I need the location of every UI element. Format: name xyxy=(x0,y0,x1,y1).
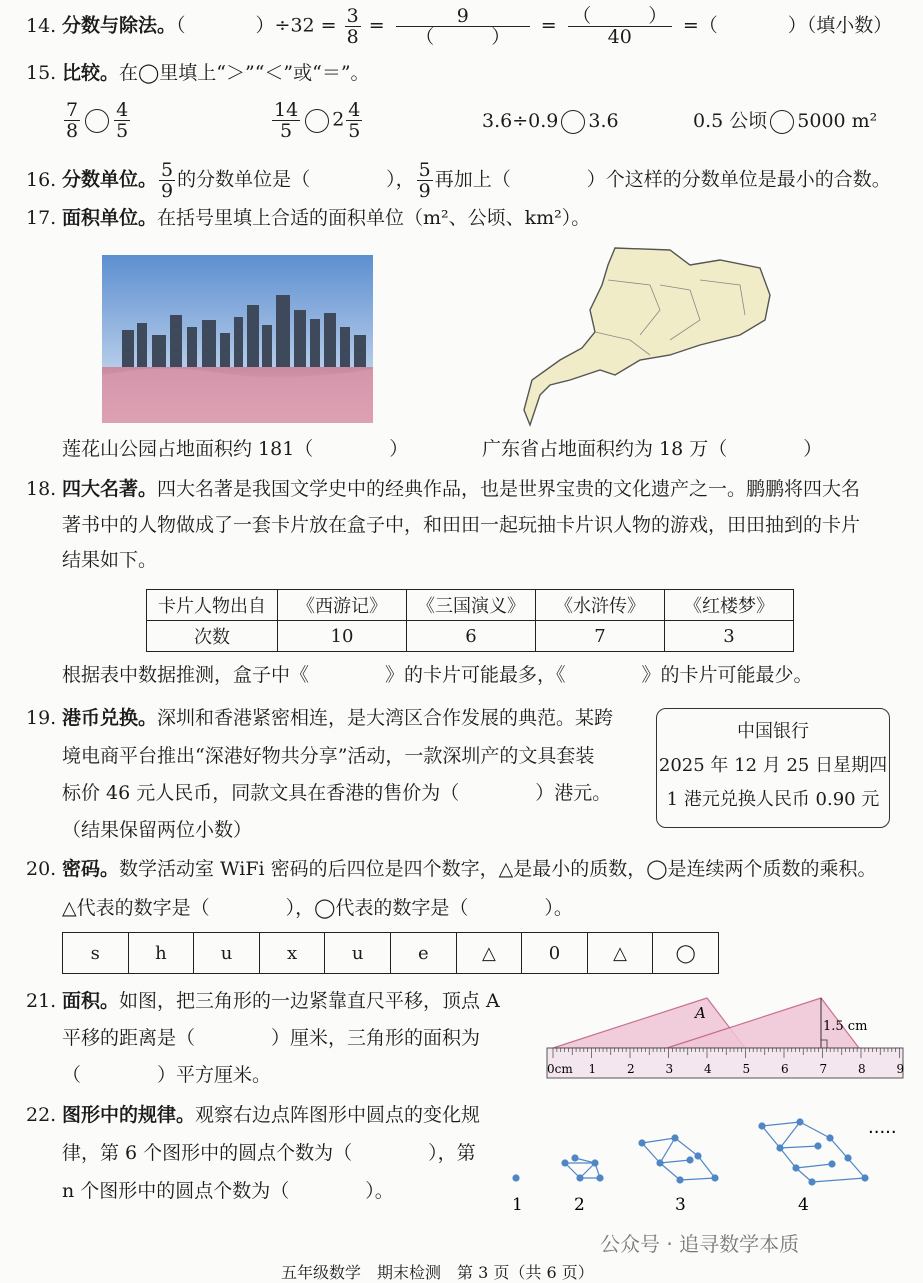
q21-line2: 平移的距离是（ ）厘米，三角形的面积为 xyxy=(62,1027,481,1049)
guangdong-map xyxy=(520,240,780,430)
password-cell: h xyxy=(129,933,195,973)
table-cell: 10 xyxy=(278,621,407,652)
password-cell: △ xyxy=(588,933,654,973)
ruler-label: 4 xyxy=(704,1062,712,1076)
pattern-3 xyxy=(639,1135,718,1183)
ruler-label: 6 xyxy=(781,1062,789,1076)
password-cell: ◯ xyxy=(675,942,696,964)
pattern-2 xyxy=(562,1155,603,1181)
dot xyxy=(513,1175,519,1181)
vertex-label: A xyxy=(695,1004,706,1022)
height-label: 1.5 cm xyxy=(823,1019,868,1034)
question-16: 16. 分数单位。 $\frac{5}{9}$ 的分数单位是（ ）， $\frac{5}{9}$ 再加上（ ）个这样的分数单位是最小的合数。 xyxy=(26,159,891,202)
password-cell: s xyxy=(63,933,129,973)
pattern-label: 2 xyxy=(574,1195,585,1215)
password-cell: △ xyxy=(457,933,523,973)
compare-3: 3.6÷0.9 3.6 xyxy=(482,110,619,132)
q18-after: 根据表中数据推测，盒子中《 》的卡片可能最多，《 》的卡片可能最少。 xyxy=(62,664,813,686)
password-cell: x xyxy=(260,933,326,973)
question-17: 17. 面积单位。在括号里填上合适的面积单位（m²、公顷、km²）。 xyxy=(26,207,591,229)
pattern-label: 1 xyxy=(512,1195,523,1215)
ruler-label: 8 xyxy=(858,1062,866,1076)
q22-line2: 律，第 6 个图形中的圆点个数为（ ），第 xyxy=(62,1142,476,1164)
pattern-4 xyxy=(759,1119,868,1185)
watermark: 公众号 · 追寻数学本质 xyxy=(600,1232,800,1256)
table-header: 《西游记》 xyxy=(278,590,407,621)
table-cell: 次数 xyxy=(147,621,278,652)
compare-circle-3[interactable] xyxy=(561,110,585,134)
table-cell: 6 xyxy=(407,621,536,652)
pattern-label: 3 xyxy=(675,1195,686,1215)
password-cell: u xyxy=(325,933,391,973)
q18-line3: 结果如下。 xyxy=(62,549,158,571)
lianhuashan-park-photo xyxy=(102,255,373,423)
ruler-label: 5 xyxy=(742,1062,751,1076)
question-19: 19. 港币兑换。深圳和香港紧密相连，是大湾区合作发展的典范。某跨 xyxy=(26,707,614,729)
table-cell: 3 xyxy=(665,621,794,652)
compare-circle-2[interactable] xyxy=(305,109,329,133)
ruler-triangle-figure xyxy=(545,992,907,1084)
ruler-label: 9 xyxy=(896,1062,905,1076)
q22-line3: n 个图形中的圆点个数为（ ）。 xyxy=(62,1180,394,1202)
question-18: 18. 四大名著。四大名著是我国文学史中的经典作品，也是世界宝贵的文化遗产之一。鹏鹏将四大名 xyxy=(26,478,861,500)
compare-4: 0.5 公顷 5000 m² xyxy=(693,110,878,132)
table-header: 《水浒传》 xyxy=(536,590,665,621)
bank-rate-box xyxy=(656,708,890,828)
caption-park: 莲花山公园占地面积约 181（ ） xyxy=(62,438,409,460)
q19-line3: 标价 46 元人民币，同款文具在香港的售价为（ ）港元。 xyxy=(62,782,612,804)
password-row xyxy=(62,932,719,974)
fraction-blank-40: $\frac{( )}{40}$ xyxy=(565,6,675,47)
fraction-9-blank: $\frac{9}{( )}$ xyxy=(393,6,533,47)
table-cell: 7 xyxy=(536,621,665,652)
pattern-label: 4 xyxy=(798,1195,809,1215)
ruler xyxy=(547,1048,903,1078)
ruler-label: 3 xyxy=(665,1062,674,1076)
question-21: 21. 面积。如图，把三角形的一边紧靠直尺平移，顶点 A xyxy=(26,990,500,1012)
compare-circle-1[interactable] xyxy=(85,109,109,133)
page-footer: 五年级数学 期末检测 第 3 页（共 6 页） xyxy=(281,1263,594,1282)
ruler-label: 2 xyxy=(627,1062,635,1076)
ruler-label: 0cm xyxy=(547,1062,573,1076)
question-14: 14. 分数与除法。（ ）÷32 = $\frac{3}{8}$ = $\frac{9}{( )}$ = $\frac{( )}{40}$ =（ ）（填小数） xyxy=(26,5,893,48)
q19-line4: （结果保留两位小数） xyxy=(62,819,253,841)
bank-date: 2025 年 12 月 25 日星期四 xyxy=(658,755,888,776)
password-cell: 0 xyxy=(522,933,588,973)
q21-line3: （ ）平方厘米。 xyxy=(62,1064,272,1086)
bank-rate: 1 港元兑换人民币 0.90 元 xyxy=(666,789,880,810)
question-15: 15. 比较。在◯里填上“＞”“＜”或“＝”。 xyxy=(26,62,370,84)
q19-line2: 境电商平台推出“深港好物共分享”活动，一款深圳产的文具套装 xyxy=(62,745,595,767)
q18-line2: 著书中的人物做成了一套卡片放在盒子中，和田田一起玩抽卡片识人物的游戏，田田抽到的卡片 xyxy=(62,514,861,536)
table-header: 《红楼梦》 xyxy=(665,590,794,621)
password-cell: e xyxy=(391,933,457,973)
continue-dots: ····· xyxy=(868,1122,897,1143)
compare-circle-4[interactable] xyxy=(770,110,794,134)
bank-name: 中国银行 xyxy=(737,721,809,742)
card-table xyxy=(146,589,794,652)
q14-title: 分数与除法。 xyxy=(62,14,177,37)
compare-2: $\frac{14}{5}$ 2 $\frac{4}{5}$ xyxy=(274,99,361,142)
table-header: 卡片人物出自 xyxy=(147,590,278,621)
fraction-3-8: $\frac{3}{8}$ xyxy=(346,5,359,48)
caption-guangdong: 广东省占地面积约为 18 万（ ） xyxy=(482,438,823,460)
compare-1: $\frac{7}{8}$ $\frac{4}{5}$ xyxy=(66,99,129,142)
ruler-label: 7 xyxy=(819,1062,828,1076)
question-22: 22. 图形中的规律。观察右边点阵图形中圆点的变化规 xyxy=(26,1104,481,1126)
ruler-label: 1 xyxy=(588,1062,597,1076)
dot-pattern-figure xyxy=(500,1118,910,1218)
table-header: 《三国演义》 xyxy=(407,590,536,621)
q20-line2: △代表的数字是（ ），◯代表的数字是（ ）。 xyxy=(62,897,573,919)
question-20: 20. 密码。数学活动室 WiFi 密码的后四位是四个数字，△是最小的质数，◯是连续两个质数的乘积。 xyxy=(26,858,877,880)
password-cell: u xyxy=(194,933,260,973)
